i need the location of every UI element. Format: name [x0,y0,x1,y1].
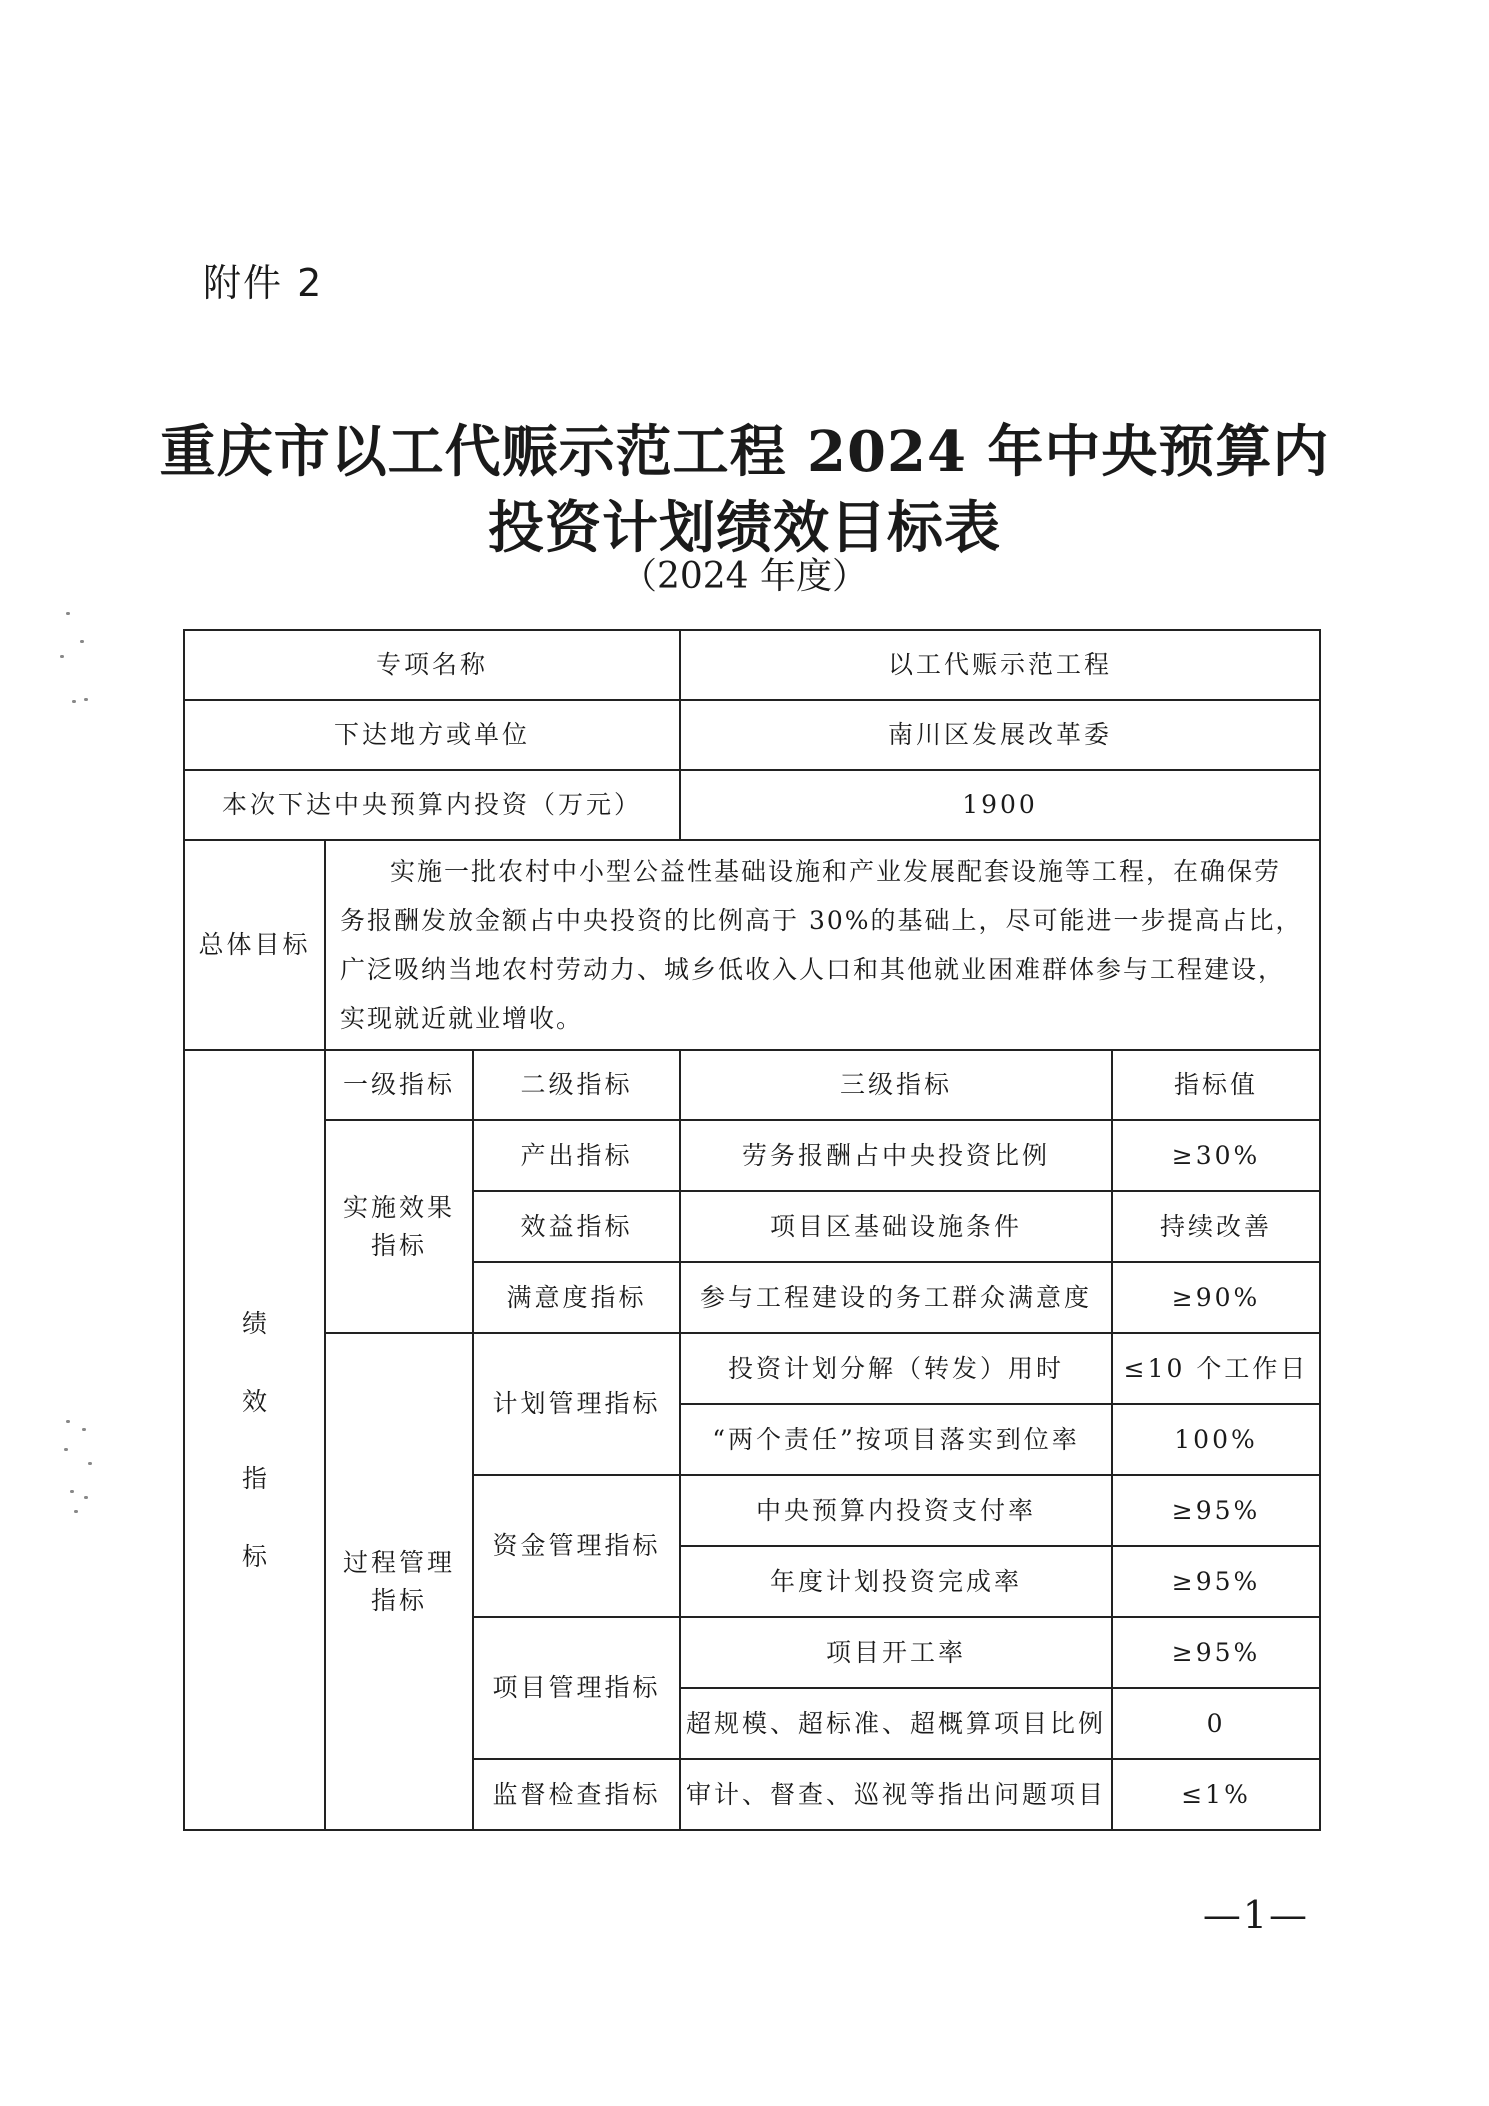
info-row [184,630,1320,700]
header-value: 指标值 [1112,1050,1320,1120]
level2-cell: 资金管理指标 [473,1475,680,1617]
header-level3: 三级指标 [680,1050,1112,1120]
level3-cell: 项目开工率 [680,1617,1112,1688]
level2-cell: 项目管理指标 [473,1617,680,1759]
indicator-value: ≥95% [1112,1475,1320,1546]
section-char: 效 [241,1386,267,1416]
level1-cell [325,1120,473,1333]
level3-cell: 参与工程建设的务工群众满意度 [680,1262,1112,1333]
document-subtitle: （2024 年度） [620,556,869,597]
document-title-line1: 重庆市以工代赈示范工程 2024 年中央预算内 [159,419,1330,485]
overall-goal-text: 实施一批农村中小型公益性基础设施和产业发展配套设施等工程，在确保劳务报酬发放金额占中央投资的比例高于 30%的基础上，尽可能进一步提高占比，广泛吸纳当地农村劳动力、城乡低收入人口和其他就业困难群体参与工程建设，实现就近就业增收。 [325,840,1320,1050]
level3-cell: 审计、督查、巡视等指出问题项目 [680,1759,1112,1830]
level2-cell: 产出指标 [473,1120,680,1191]
performance-indicator-section-label [184,1050,325,1830]
indicator-value: ≤1% [1112,1759,1320,1830]
level3-cell: 年度计划投资完成率 [680,1546,1112,1617]
info-row [184,770,1320,840]
info-label: 本次下达中央预算内投资（万元） [184,770,680,840]
info-value: 以工代赈示范工程 [680,630,1320,700]
level2-cell: 满意度指标 [473,1262,680,1333]
indicator-value: 持续改善 [1112,1191,1320,1262]
level1-line: 过程管理 [342,1548,455,1577]
level3-cell: “两个责任”按项目落实到位率 [680,1404,1112,1475]
info-row [184,700,1320,770]
section-char: 绩 [241,1309,267,1338]
indicator-value: 0 [1112,1688,1320,1759]
indicator-value: ≥30% [1112,1120,1320,1191]
level3-cell: 投资计划分解（转发）用时 [680,1333,1112,1404]
level1-cell [325,1333,473,1830]
info-label: 专项名称 [184,630,680,700]
level1-line: 指标 [370,1230,427,1260]
section-char: 指 [241,1464,267,1493]
attachment-label: 附件 2 [203,261,324,305]
document-title-line2: 投资计划绩效目标表 [488,495,1001,561]
info-value: 1900 [680,770,1320,840]
level3-cell: 超规模、超标准、超概算项目比例 [680,1688,1112,1759]
level3-cell: 劳务报酬占中央投资比例 [680,1120,1112,1191]
indicator-row [184,1120,1320,1191]
indicator-row [184,1333,1320,1404]
level3-cell: 项目区基础设施条件 [680,1191,1112,1262]
level2-cell: 监督检查指标 [473,1759,680,1830]
level3-cell: 中央预算内投资支付率 [680,1475,1112,1546]
info-value: 南川区发展改革委 [680,700,1320,770]
header-level1: 一级指标 [325,1050,473,1120]
indicator-value: 100% [1112,1404,1320,1475]
level1-line: 实施效果 [342,1193,455,1222]
page-number: —1— [1202,1893,1309,1937]
level2-cell: 计划管理指标 [473,1333,680,1475]
indicator-value: ≥90% [1112,1262,1320,1333]
indicator-value: ≥95% [1112,1546,1320,1617]
overall-goal-label: 总体目标 [184,840,325,1050]
indicator-value: ≤10 个工作日 [1112,1333,1320,1404]
performance-goal-table [183,629,1321,1831]
level2-cell: 效益指标 [473,1191,680,1262]
info-label: 下达地方或单位 [184,700,680,770]
level1-line: 指标 [370,1585,427,1615]
indicator-value: ≥95% [1112,1617,1320,1688]
header-level2: 二级指标 [473,1050,680,1120]
indicator-header-row [184,1050,1320,1120]
overall-goal-row [184,840,1320,1050]
section-char: 标 [241,1541,267,1571]
